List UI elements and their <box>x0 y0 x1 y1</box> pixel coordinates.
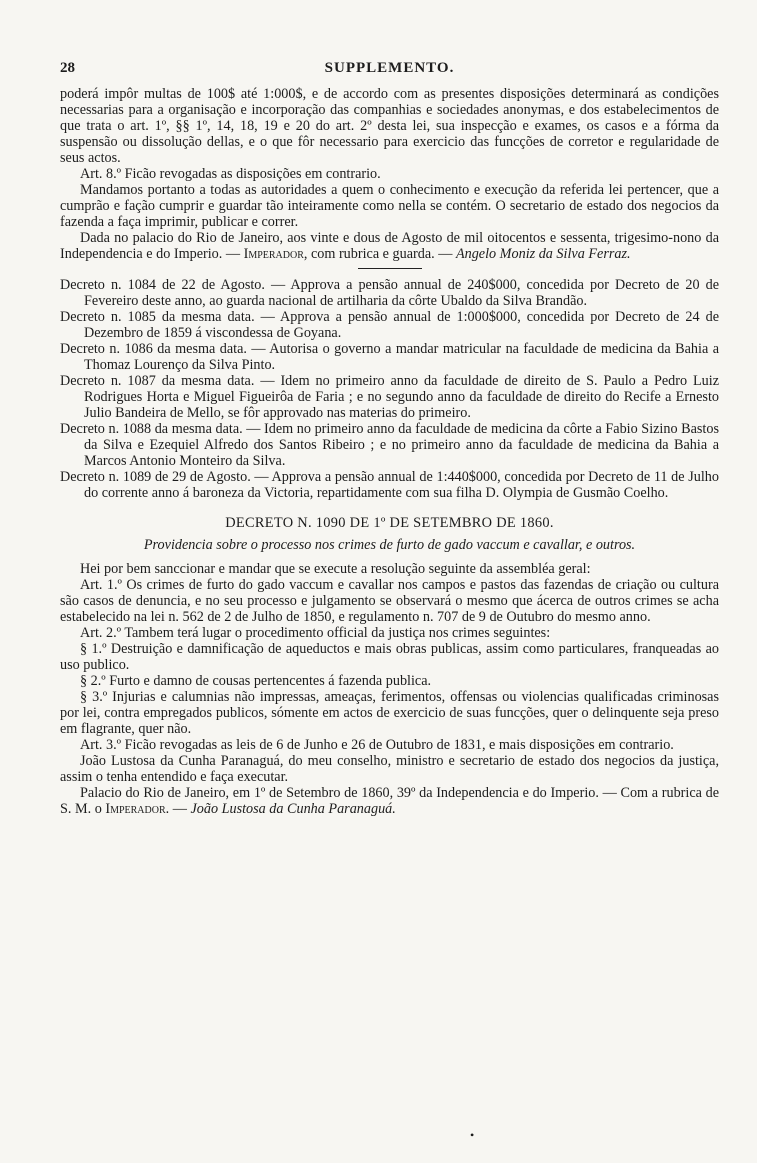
emperor-word: Imperador <box>243 246 304 262</box>
decree-paragraph-1: § 1.º Destruição e damnificação de aqueductos e mais obras publicas, assim como particulares, franqueadas ao uso publico. <box>60 641 719 673</box>
signature-paranagua: João Lustosa da Cunha Paranaguá. <box>190 801 396 817</box>
final-emperor-word: Imperador <box>105 801 166 817</box>
decree-paragraph-2: § 2.º Furto e damno de cousas pertencentes á fazenda publica. <box>80 673 432 689</box>
decree-1089: Decreto n. 1089 de 29 de Agosto. — Approva a pensão annual de 1:440$000, concedida por Decreto de 11 de Julho do corrente anno á baroneza da Victoria, repartidamente com sua filha D. Olympia de Gusmão Coelho. <box>60 469 719 501</box>
paragraph-article-8: Art. 8.º Ficão revogadas as disposições em contrario. <box>80 166 381 182</box>
paragraph-mandamos: Mandamos portanto a todas as autoridades a quem o conhecimento e execução da referida lei pertencer, que a cumprão e fação cumprir e guardar tão inteiramente como nella se contém. O secretario de estado dos negocios da fazenda a faça imprimir, publicar e correr. <box>60 182 719 230</box>
decree-closing: João Lustosa da Cunha Paranaguá, do meu conselho, ministro e secretario de estado dos negocios da justiça, assim o tenha entendido e faça executar. <box>60 753 719 785</box>
decree-1087: Decreto n. 1087 da mesma data. — Idem no primeiro anno da faculdade de direito de S. Paulo a Pedro Luiz Rodrigues Horta e Miguel Figueirôa de Faria ; e no segundo anno da faculdade de direito do Recife a Ernesto Julio Bandeira de Mello, se fôr approvado nas materias do primeiro. <box>60 373 719 421</box>
decree-1085: Decreto n. 1085 da mesma data. — Approva a pensão annual de 1:000$000, concedida por Decreto de 24 de Dezembro de 1859 á viscondessa de Goyana. <box>60 309 719 341</box>
decree-intro: Hei por bem sanccionar e mandar que se execute a resolução seguinte da assembléa geral: <box>80 561 591 577</box>
decree-article-1: Art. 1.º Os crimes de furto do gado vaccum e cavallar nos campos e pastos das fazendas de criação ou cultura são casos de denuncia, e no seu processo e julgamento se observará o mesmo que ácerca de outros crimes se acha estabelecido na lei n. 562 de 2 de Julho de 1850, e regulamento n. 707 de 9 de Outubro do mesmo anno. <box>60 577 719 625</box>
decree-article-3: Art. 3.º Ficão revogadas as leis de 6 de Junho e 26 de Outubro de 1831, e mais disposições em contrario. <box>80 737 674 753</box>
decree-1090-body <box>60 561 719 817</box>
dada-text: Dada no palacio do Rio de Janeiro, aos vinte e dous de Agosto de mil oitocentos e sessenta, trigesimo-nono da Independencia e do Imperio. — <box>60 230 719 262</box>
paragraph-dada <box>60 230 719 262</box>
law-continuation <box>60 86 719 262</box>
decree-1086: Decreto n. 1086 da mesma data. — Autorisa o governo a mandar matricular na faculdade de medicina da Bahia a Thomaz Lourenço da Silva Pinto. <box>60 341 719 373</box>
final-dash: . — <box>165 801 187 817</box>
section-divider <box>358 268 422 269</box>
signature-ferraz: Angelo Moniz da Silva Ferraz. <box>455 246 631 262</box>
decree-1090-title: DECRETO N. 1090 DE 1º DE SETEMBRO DE 1860. <box>225 515 554 531</box>
running-title: SUPPLEMENTO. <box>324 60 455 76</box>
page-header <box>60 60 719 82</box>
rubric-text: , com rubrica e guarda. — <box>303 246 453 262</box>
print-mark: • <box>470 1128 475 1142</box>
decree-article-2: Art. 2.º Tambem terá lugar o procedimento official da justiça nos crimes seguintes: <box>80 625 551 641</box>
decree-final <box>60 785 719 817</box>
page-number: 28 <box>60 60 75 76</box>
decree-paragraph-3: § 3.º Injurias e calumnias não impressas, ameaças, ferimentos, offensas ou violencias qualificadas criminosas por lei, contra empregados publicos, sómente em actos de exercicio de suas funcções, quer o delinquente seja preso em flagrante, quer não. <box>60 689 719 737</box>
final-text: Palacio do Rio de Janeiro, em 1º de Setembro de 1860, 39º da Independencia e do Imperio. — Com a rubrica de S. M. o <box>60 785 719 817</box>
decree-list <box>60 277 719 501</box>
decree-1084: Decreto n. 1084 de 22 de Agosto. — Approva a pensão annual de 240$000, concedida por Decreto de 20 de Fevereiro deste anno, ao guarda nacional de artilharia da côrte Ubaldo da Silva Brandão. <box>60 277 719 309</box>
paragraph-penalties: poderá impôr multas de 100$ até 1:000$, e de accordo com as presentes disposições determinará as condições necessarias para a organisação e incorporação das companhias e sociedades anonymas, e dos estabelecimentos de que trata o art. 1º, §§ 1º, 14, 18, 19 e 20 do art. 2º desta lei, sua inspecção e exames, os casos e a fórma da suspensão ou dissolução dellas, e o que fôr necessario para exercicio das funcções de corretor e regularidade de seus actos. <box>60 86 719 166</box>
decree-1090-subtitle: Providencia sobre o processo nos crimes de furto de gado vaccum e cavallar, e outros. <box>143 537 636 553</box>
decree-1088: Decreto n. 1088 da mesma data. — Idem no primeiro anno da faculdade de medicina da côrte a Fabio Sizino Bastos da Silva e Ezequiel Alfredo dos Santos Ribeiro ; e no primeiro anno da faculdade de medicina da Bahia a Marcos Antonio Monteiro da Silva. <box>60 421 719 469</box>
